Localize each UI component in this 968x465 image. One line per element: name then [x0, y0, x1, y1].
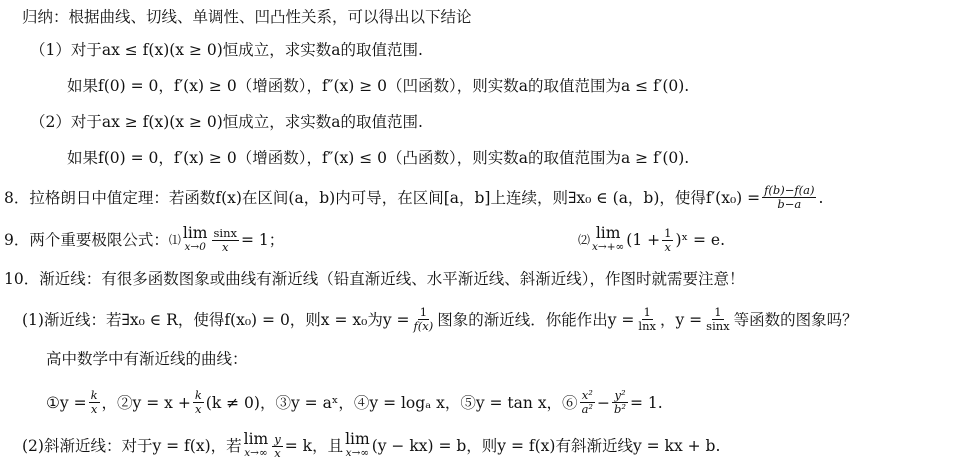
curve-2-tail: (k ≠ 0)，③y = aˣ，④y = logₐ x，⑤y = tan x，⑥	[205, 393, 578, 412]
fraction-numerator: x²	[581, 388, 593, 402]
item-9-formula-2-pre: (1 +	[626, 231, 661, 249]
item-8-lagrange	[4, 184, 823, 211]
curve-2-fraction	[193, 389, 204, 416]
conclusion-1-body-text: 如果f(0) = 0，f′(x) ≥ 0（增函数），f″(x) ≥ 0（凹函数），则实数a的取值范围为a ≤ f′(0).	[67, 77, 690, 95]
item-10-text: 10．渐近线：有很多函数图象或曲线有渐近线（铅直渐近线、水平渐近线、斜渐近线），作图时就需要注意！	[4, 270, 745, 288]
fraction-denominator: x	[274, 445, 281, 460]
lim-word: lim	[243, 430, 269, 448]
fraction-numerator: 1	[643, 305, 651, 319]
fraction-numerator: 1	[714, 305, 722, 319]
item-8-denominator: b−a	[777, 197, 802, 211]
item-9-fraction-1	[212, 227, 239, 254]
curves-head-text: 高中数学中有渐近线的曲线：	[46, 350, 248, 368]
item-9-formula-2	[578, 226, 725, 254]
lim-word: lim	[595, 224, 621, 242]
asymptote-2-tail: (y − kx) = b，则y = f(x)有斜渐近线y = kx + b.	[371, 437, 721, 455]
curve-2-pre: ，②y = x +	[101, 393, 191, 412]
lim-word: lim	[182, 224, 208, 242]
conclusion-2-body	[67, 147, 689, 169]
lim-sub: x→∞	[244, 447, 268, 459]
asymptote-1-mid: 图象的渐近线．你能作出y =	[437, 310, 635, 329]
fraction-numerator: 1	[664, 225, 672, 240]
fraction-denominator: b²	[614, 402, 627, 416]
fraction-denominator: sinx	[706, 319, 730, 333]
item-9-limits	[4, 226, 284, 254]
curve-6-minus: −	[597, 393, 611, 412]
item-9-lim-2	[592, 226, 624, 254]
asymptote-1-pre: (1)渐近线：若∃x₀ ∈ R，使得f(x₀) = 0，则x = x₀为y =	[22, 310, 410, 329]
curves-list	[46, 389, 663, 416]
fraction-numerator: y²	[614, 388, 626, 402]
item-9-prefix: 9．两个重要极限公式：	[4, 231, 169, 249]
item-9-formula-1-label: ⑴	[168, 233, 181, 247]
asymptote-1-sep: ，y =	[660, 310, 703, 329]
asymptote-2	[22, 432, 720, 460]
fraction-numerator: sinx	[213, 225, 237, 240]
asymptote-1-fraction-2	[636, 306, 658, 333]
item-9-fraction-2	[662, 227, 673, 254]
asymptote-1-end: 等函数的图象吗？	[733, 310, 858, 329]
fraction-denominator: lnx	[638, 319, 656, 333]
summary-line	[22, 6, 472, 28]
conclusion-1-head	[30, 39, 423, 61]
summary-text: 归纳：根据曲线、切线、单调性、凹凸性关系，可以得出以下结论	[22, 8, 472, 26]
item-9-lim-1	[183, 226, 208, 254]
curve-1-fraction	[89, 389, 100, 416]
conclusion-1-head-text: （1）对于ax ≤ f(x)(x ≥ 0)恒成立，求实数a的取值范围.	[30, 41, 423, 59]
fraction-denominator: x	[222, 239, 229, 254]
fraction-denominator: x	[195, 402, 202, 416]
curve-1-pre: ①y =	[46, 393, 87, 412]
item-9-formula-1-tail: = 1；	[241, 231, 285, 249]
item-8-end: .	[818, 188, 824, 207]
item-8-fraction	[762, 184, 816, 211]
fraction-numerator: 1	[419, 305, 428, 319]
fraction-numerator: k	[194, 388, 202, 402]
curves-head	[46, 348, 248, 370]
conclusion-2-body-text: 如果f(0) = 0，f′(x) ≥ 0（增函数），f″(x) ≤ 0（凸函数），则实数a的取值范围为a ≥ f′(0).	[67, 149, 690, 167]
conclusion-2-head	[30, 111, 423, 133]
lim-sub: x→∞	[345, 447, 370, 459]
conclusion-1-body	[67, 75, 689, 97]
asymptote-2-mid: = k，且	[284, 437, 344, 455]
asymptote-1-fraction-3	[704, 306, 731, 333]
curve-6-fraction-2	[612, 389, 628, 416]
fraction-denominator: x	[664, 239, 672, 254]
asymptote-1-fraction-1	[412, 306, 436, 333]
fraction-denominator: f(x)	[413, 319, 434, 333]
asymptote-2-lim-1	[244, 432, 269, 460]
curve-6-fraction-1	[580, 389, 595, 416]
lim-sub: x→0	[184, 241, 206, 253]
fraction-numerator: y	[274, 431, 281, 446]
item-8-text: 8．拉格朗日中值定理：若函数f(x)在区间(a，b)内可导，在区间[a，b]上连续，则∃x₀ ∈ (a，b)，使得f′(x₀) =	[4, 188, 761, 207]
asymptote-2-fraction	[272, 433, 283, 460]
conclusion-2-head-text: （2）对于ax ≥ f(x)(x ≥ 0)恒成立，求实数a的取值范围.	[30, 113, 423, 131]
fraction-numerator: k	[90, 388, 98, 402]
asymptote-2-pre: (2)斜渐近线：对于y = f(x)，若	[22, 437, 242, 455]
asymptote-2-lim-2	[345, 432, 370, 460]
item-9-formula-2-tail: )ˣ = e.	[675, 231, 725, 249]
item-8-numerator: f(b)−f(a)	[764, 183, 815, 197]
fraction-denominator: x	[90, 402, 98, 416]
item-10-asymptotes	[4, 268, 744, 290]
item-9-formula-2-label: ⑵	[578, 233, 591, 247]
curve-6-tail: = 1.	[630, 393, 663, 412]
fraction-denominator: a²	[581, 402, 594, 416]
asymptote-1	[22, 306, 858, 333]
lim-sub: x→+∞	[592, 241, 625, 253]
lim-word: lim	[345, 430, 370, 448]
